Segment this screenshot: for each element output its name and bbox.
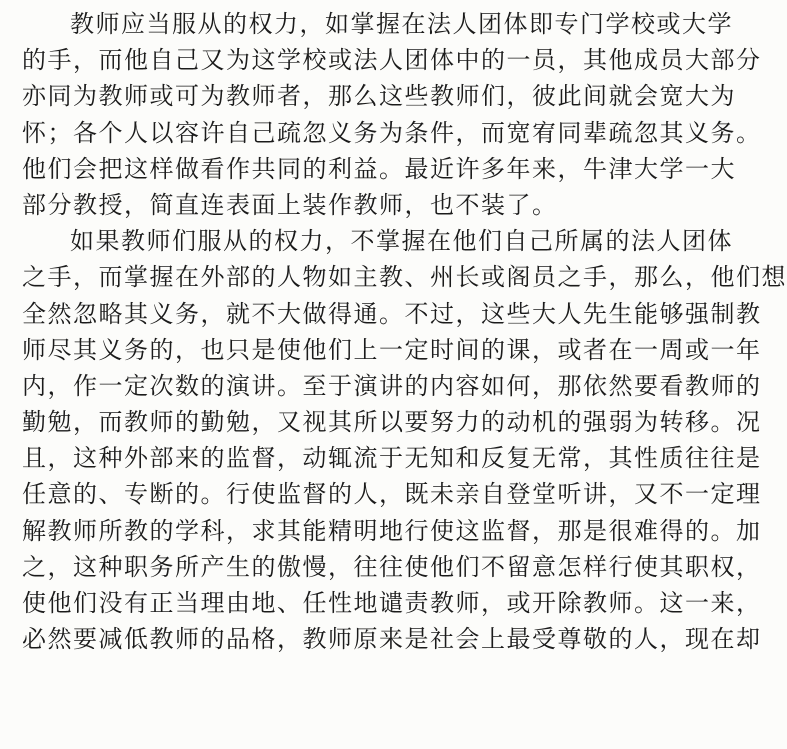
- text-line: 教师应当服从的权力，如掌握在法人团体即专门学校或大学: [70, 10, 733, 38]
- text-line: 且，这种外部来的监督，动辄流于无知和反复无常，其性质往往是: [22, 444, 762, 473]
- text-line: 的手，而他自己又为这学校或法人团体中的一员，其他成员大部分: [22, 46, 762, 75]
- text-line: 亦同为教师或可为教师者，那么这些教师们，彼此间就会宽大为: [22, 82, 736, 111]
- text-line: 任意的、专断的。行使监督的人，既未亲自登堂听讲，又不一定理: [22, 480, 762, 509]
- text-line: 师尽其义务的，也只是使他们上一定时间的课，或者在一周或一年: [22, 335, 762, 364]
- text-line: 必然要减低教师的品格，教师原来是社会上最受尊敬的人，现在却: [22, 625, 762, 654]
- text-line: 内，作一定次数的演讲。至于演讲的内容如何，那依然要看教师的: [22, 371, 762, 400]
- text-line: 解教师所教的学科，求其能精明地行使这监督，那是很难得的。加: [22, 516, 762, 545]
- text-line: 他们会把这样做看作共同的利益。最近许多年来，牛津大学一大: [22, 154, 736, 183]
- text-line: 之，这种职务所产生的傲慢，往往使他们不留意怎样行使其职权，: [22, 552, 762, 581]
- text-line: 部分教授，简直连表面上装作教师，也不装了。: [22, 190, 558, 219]
- text-line: 之手，而掌握在外部的人物如主教、州长或阁员之手，那么，他们想: [22, 263, 787, 292]
- paragraph-2: [22, 223, 787, 657]
- text-line: 使他们没有正当理由地、任性地谴责教师，或开除教师。这一来，: [22, 589, 762, 617]
- text-line: 全然忽略其义务，就不大做得通。不过，这些大人先生能够强制教: [22, 299, 762, 328]
- text-line: 如果教师们服从的权力，不掌握在他们自己所属的法人团体: [70, 227, 733, 256]
- text-line: 怀；各个人以容许自己疏忽义务为条件，而宽宥同辈疏忽其义务。: [22, 118, 762, 147]
- text-line: 勤勉，而教师的勤勉，又视其所以要努力的动机的强弱为转移。况: [22, 408, 762, 437]
- paragraph-1: [22, 6, 762, 223]
